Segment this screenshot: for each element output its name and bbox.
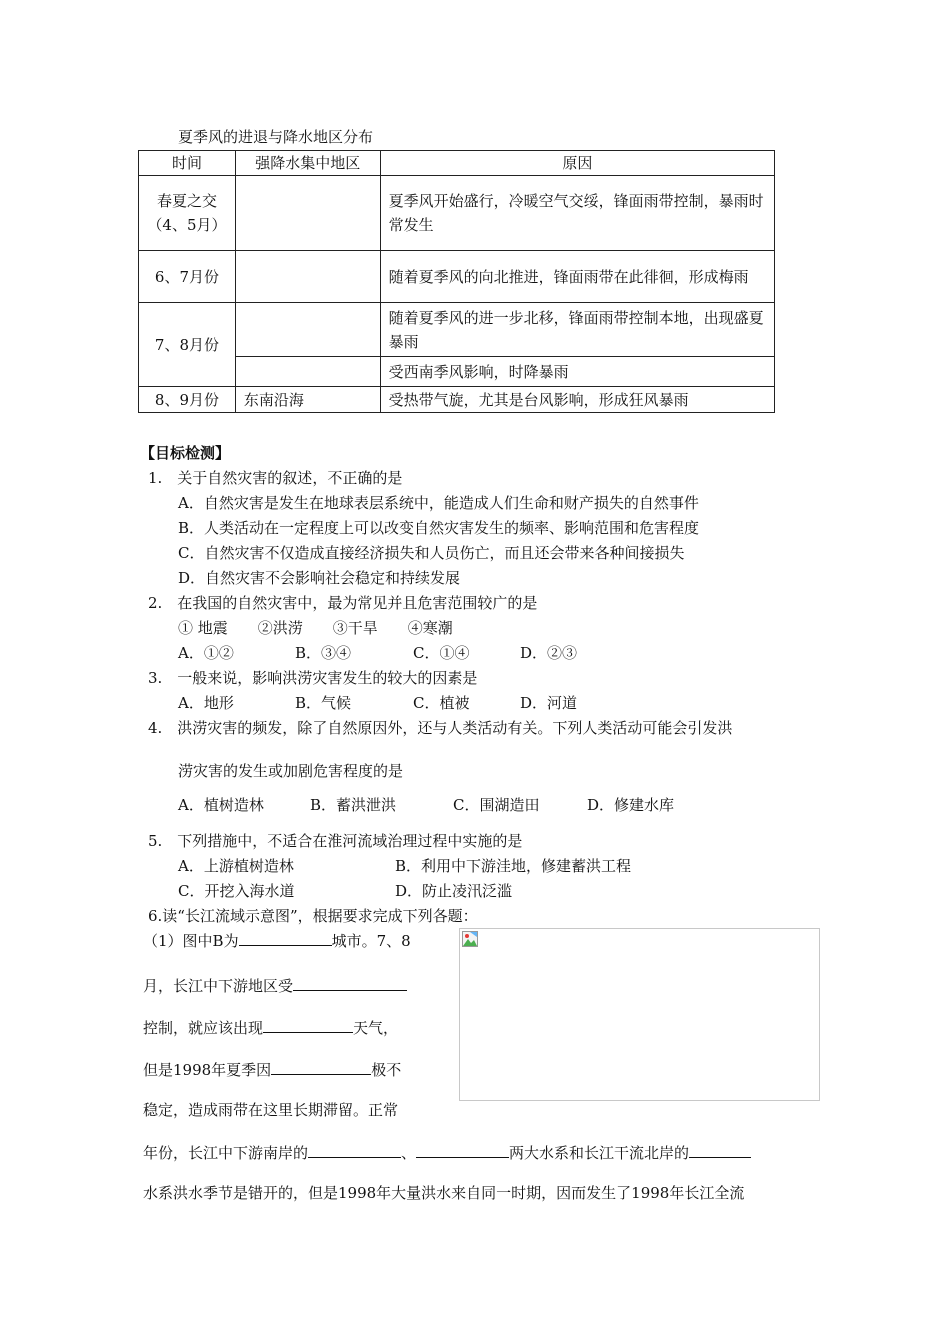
row-time: 8、9月份 [139,387,236,413]
answer-blank[interactable] [308,1141,401,1158]
q6-text: （1）图中B为 [143,932,239,950]
q2-option-a: A．①② [178,644,234,662]
row-time: 春夏之交（4、5月） [139,176,236,251]
header-time: 时间 [139,151,236,176]
q1-option-b: B．人类活动在一定程度上可以改变自然灾害发生的频率、影响范围和危害程度 [178,519,700,537]
q4-option-b: B．蓄洪泄洪 [310,796,397,814]
q6-text: 极不 [371,1061,402,1079]
answer-blank[interactable] [416,1141,509,1158]
row-reason: 随着夏季风的进一步北移，锋面雨带控制本地，出现盛夏暴雨 [380,303,774,357]
header-region: 强降水集中地区 [235,151,380,176]
q3-option-d: D．河道 [520,694,578,712]
q6-line-4 [143,1058,401,1080]
q4-option-c: C．围湖造田 [453,796,540,814]
monsoon-rain-table [138,150,775,413]
q5-option-d: D．防止凌汛泛滥 [395,882,513,900]
row-time: 6、7月份 [139,251,236,303]
q6-text: 天气， [353,1019,399,1037]
q6-line-3 [143,1016,398,1038]
q1-option-c: C．自然灾害不仅造成直接经济损失和人员伤亡，而且还会带来各种间接损失 [178,544,685,562]
q6-text: 、 [401,1144,417,1162]
q5-option-c: C．开挖入海水道 [178,882,295,900]
row-region [235,303,380,357]
answer-blank[interactable] [689,1141,751,1158]
q2-items: ① 地震 ②洪涝 ③干旱 ④寒潮 [178,619,453,637]
row-time: 7、8月份 [139,303,236,387]
row-reason: 受热带气旋，尤其是台风影响，形成狂风暴雨 [380,387,774,413]
answer-blank[interactable] [263,1016,353,1033]
q2-option-d: D．②③ [520,644,578,662]
q2-option-c: C．①④ [413,644,470,662]
yangtze-map-placeholder [459,928,820,1101]
question-6-stem: 6.读“长江流域示意图”，根据要求完成下列各题： [148,907,478,925]
row-region: 东南沿海 [235,387,380,413]
q6-line-2 [143,974,407,996]
question-4-stem: 4. 洪涝灾害的频发，除了自然原因外，还与人类活动有关。下列人类活动可能会引发洪 [148,719,733,737]
answer-blank[interactable] [271,1058,371,1075]
question-4-stem-cont: 涝灾害的发生或加剧危害程度的是 [178,762,404,780]
q5-option-a: A．上游植树造林 [178,857,294,875]
question-3-stem: 3. 一般来说，影响洪涝灾害发生的较大的因素是 [148,669,478,687]
row-region [235,251,380,303]
q6-line-7: 水系洪水季节是错开的，但是1998年大量洪水来自同一时期，因而发生了1998年长江全流 [143,1184,745,1202]
section-title: 【目标检测】 [140,444,231,462]
q6-text: 月，长江中下游地区受 [143,977,294,995]
row-reason: 夏季风开始盛行，冷暖空气交绥，锋面雨带控制，暴雨时常发生 [380,176,774,251]
row-region [235,357,380,387]
header-reason: 原因 [380,151,774,176]
row-reason: 随着夏季风的向北推进，锋面雨带在此徘徊，形成梅雨 [380,251,774,303]
q1-option-d: D．自然灾害不会影响社会稳定和持续发展 [178,569,461,587]
q1-option-a: A．自然灾害是发生在地球表层系统中，能造成人们生命和财产损失的自然事件 [178,494,699,512]
question-5-stem: 5. 下列措施中，不适合在淮河流域治理过程中实施的是 [148,832,523,850]
question-1-stem: 1. 关于自然灾害的叙述，不正确的是 [148,469,403,487]
q3-option-b: B．气候 [295,694,352,712]
q6-text: 年份，长江中下游南岸的 [143,1144,309,1162]
answer-blank[interactable] [239,929,332,946]
q3-option-c: C．植被 [413,694,470,712]
q2-option-b: B．③④ [295,644,352,662]
q5-option-b: B．利用中下游洼地，修建蓄洪工程 [395,857,632,875]
q6-text: 但是1998年夏季因 [143,1061,272,1079]
table-caption: 夏季风的进退与降水地区分布 [178,128,374,146]
q6-line-6 [143,1141,751,1163]
q4-option-a: A．植树造林 [178,796,264,814]
answer-blank[interactable] [293,974,407,991]
q3-option-a: A．地形 [178,694,234,712]
q6-text: 城市。7、8 [331,932,411,950]
q6-text: 两大水系和长江干流北岸的 [509,1144,690,1162]
q6-text: 控制，就应该出现 [143,1019,264,1037]
row-region [235,176,380,251]
question-2-stem: 2. 在我国的自然灾害中，最为常见并且危害范围较广的是 [148,594,538,612]
q6-line-1 [143,929,411,951]
row-reason: 受西南季风影响，时降暴雨 [380,357,774,387]
q6-line-5: 稳定，造成雨带在这里长期滞留。正常 [143,1101,399,1119]
broken-image-icon [462,931,478,947]
q4-option-d: D．修建水库 [587,796,675,814]
